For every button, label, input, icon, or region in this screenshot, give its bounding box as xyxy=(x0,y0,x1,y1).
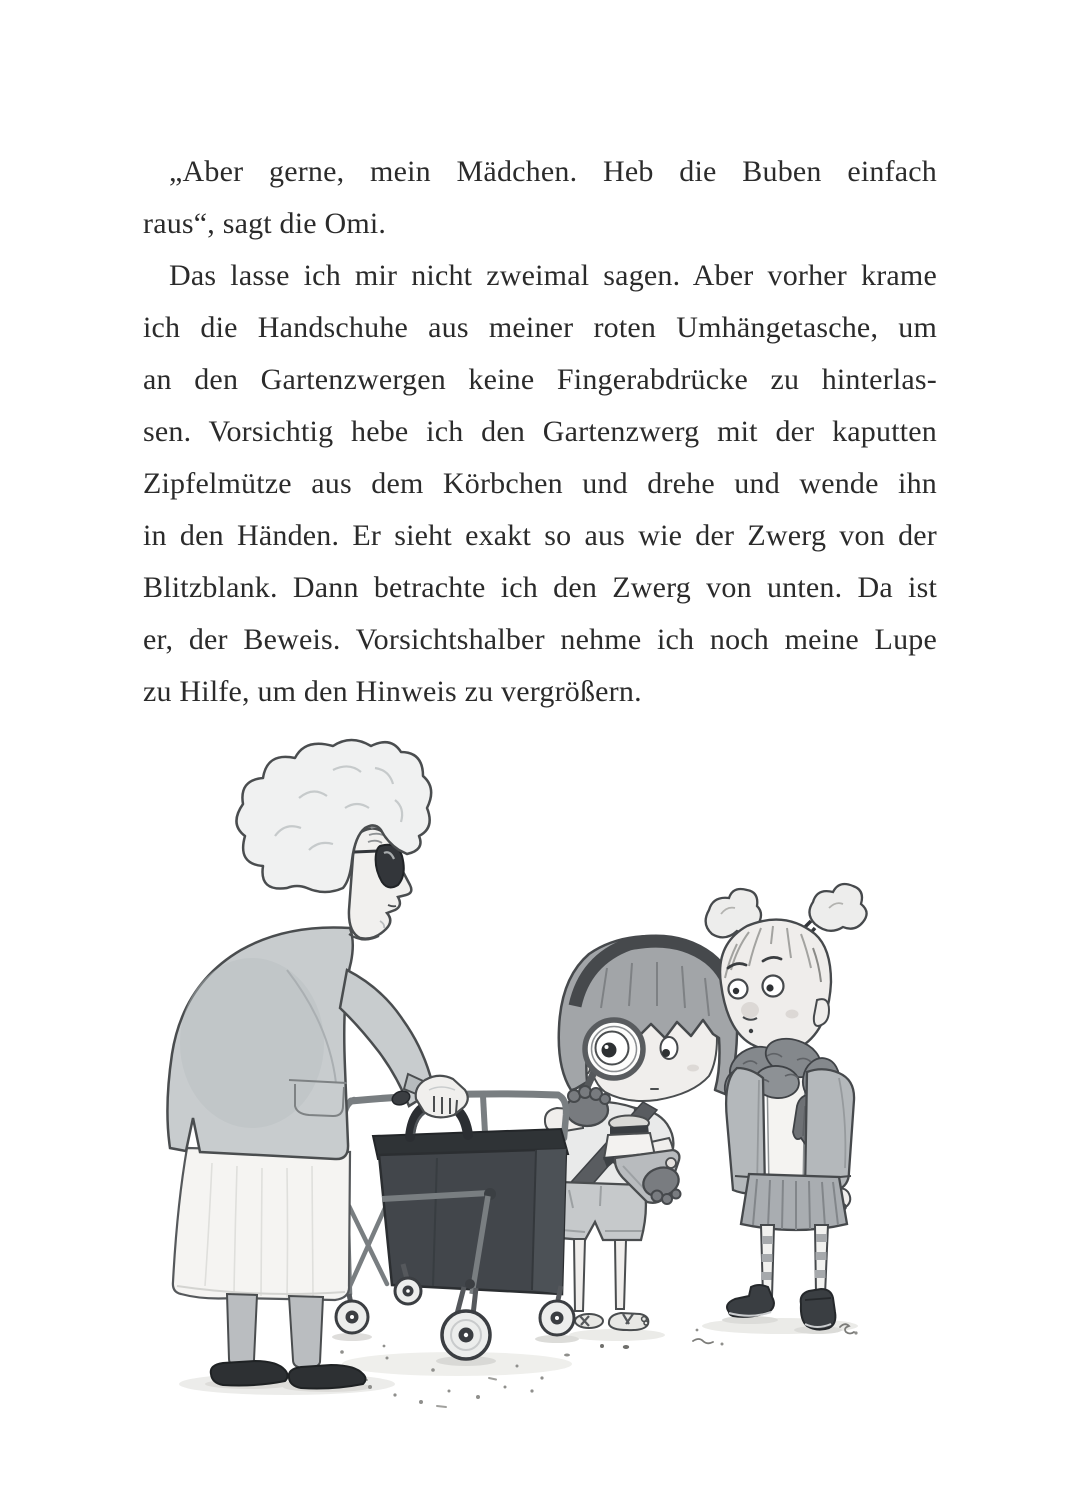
text-line: in den Händen. Er sieht exakt so aus wie der Zwerg von der xyxy=(143,519,937,552)
gnome-nose xyxy=(666,1158,676,1168)
girl-with-pigtails xyxy=(706,884,867,1330)
ground xyxy=(179,1316,858,1407)
text-line: an den Gartenzwergen keine Fingerabdrücke zu hinterlas- xyxy=(143,363,937,396)
text-line: Zipfelmütze aus dem Körbchen und drehe und wende ihn xyxy=(143,467,937,500)
text-line: Das lasse ich mir nicht zweimal sagen. Aber vorher krame xyxy=(169,259,937,292)
text-line: Blitzblank. Dann betrachte ich den Zwerg von unten. Da ist xyxy=(143,571,937,604)
illustration xyxy=(137,738,947,1428)
girl1-glove-left xyxy=(566,1086,610,1126)
text-line: er, der Beweis. Vorsichtshalber nehme ich noch meine Lupe xyxy=(143,623,937,656)
text-line: ich die Handschuhe aus meiner roten Umhängetasche, um xyxy=(143,311,937,344)
text-line: raus“, sagt die Omi. xyxy=(143,207,387,240)
rollator xyxy=(336,1094,574,1359)
text-line: „Aber gerne, mein Mädchen. Heb die Buben einfach xyxy=(169,155,937,188)
omi xyxy=(167,740,467,1389)
girl2-legs xyxy=(761,1225,828,1297)
girl-with-magnifying-glass xyxy=(545,936,737,1330)
text-line: zu Hilfe, um den Hinweis zu vergrößern. xyxy=(143,675,642,708)
story-text xyxy=(143,146,937,718)
girl1-sandals xyxy=(575,1313,648,1330)
omi-hand xyxy=(416,1076,468,1118)
girl2-ear xyxy=(814,999,829,1026)
text-line: sen. Vorsichtig hebe ich den Gartenzwerg mit der kaputten xyxy=(143,415,937,448)
